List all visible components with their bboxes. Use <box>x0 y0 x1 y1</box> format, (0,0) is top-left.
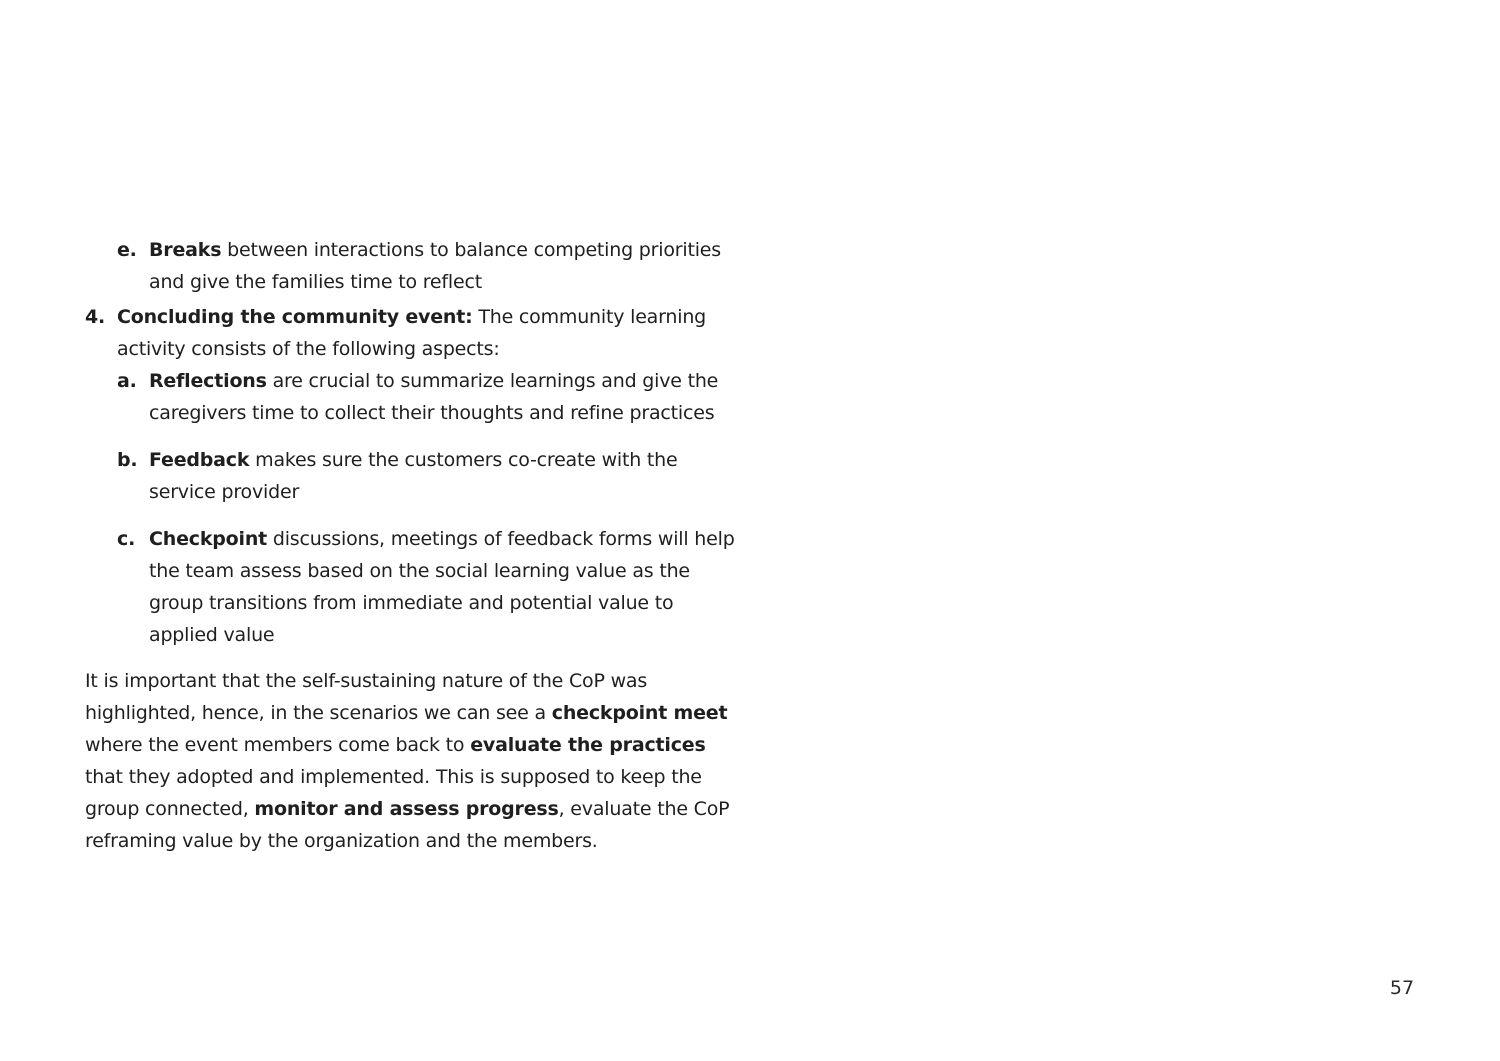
paragraph-text: It is important that the self-sustaining nature of the CoP was highlighted, hence, in the scenarios we can see a <box>85 670 648 724</box>
list-item-text: The community learning activity consists of the following aspects: <box>117 306 707 360</box>
paragraph-text: , evaluate the CoP reframing value by the organization and the members. <box>85 798 730 852</box>
list-marker: c. <box>117 528 136 550</box>
list-item-term: Feedback <box>149 449 250 471</box>
list-item-text: between interactions to balance competing priorities and give the families time to reflect <box>149 239 721 293</box>
list-marker: a. <box>117 370 137 392</box>
paragraph-emphasis: monitor and assess progress <box>254 798 559 820</box>
page-number: 57 <box>1389 977 1415 999</box>
list-item-text: are crucial to summarize learnings and give the caregivers time to collect their thoughts and refine practices <box>149 370 719 424</box>
list-marker: b. <box>117 449 138 471</box>
list-marker: e. <box>117 239 137 261</box>
list-item-term: Reflections <box>149 370 267 392</box>
list-item-term: Breaks <box>149 239 222 261</box>
page-content <box>85 234 735 857</box>
paragraph-text: that they adopted and implemented. This is supposed to keep the group connected, <box>85 766 702 820</box>
summary-paragraph <box>85 665 735 857</box>
list-item-a <box>85 365 735 429</box>
list-item-term: Checkpoint <box>149 528 268 550</box>
list-marker: 4. <box>85 306 106 328</box>
list-item-text: makes sure the customers co-create with the service provider <box>149 449 678 503</box>
list-item-b <box>85 444 735 508</box>
paragraph-emphasis: checkpoint meet <box>551 702 728 724</box>
list-item-e <box>85 234 735 298</box>
list-item-term: Concluding the community event: <box>117 306 473 328</box>
list-item-4 <box>85 301 735 365</box>
paragraph-emphasis: evaluate the practices <box>470 734 706 756</box>
paragraph-text: where the event members come back to <box>85 734 471 756</box>
list-item-text: discussions, meetings of feedback forms will help the team assess based on the social learning value as the group transitions from immediate and potential value to applied value <box>149 528 735 646</box>
list-item-c <box>85 523 735 651</box>
